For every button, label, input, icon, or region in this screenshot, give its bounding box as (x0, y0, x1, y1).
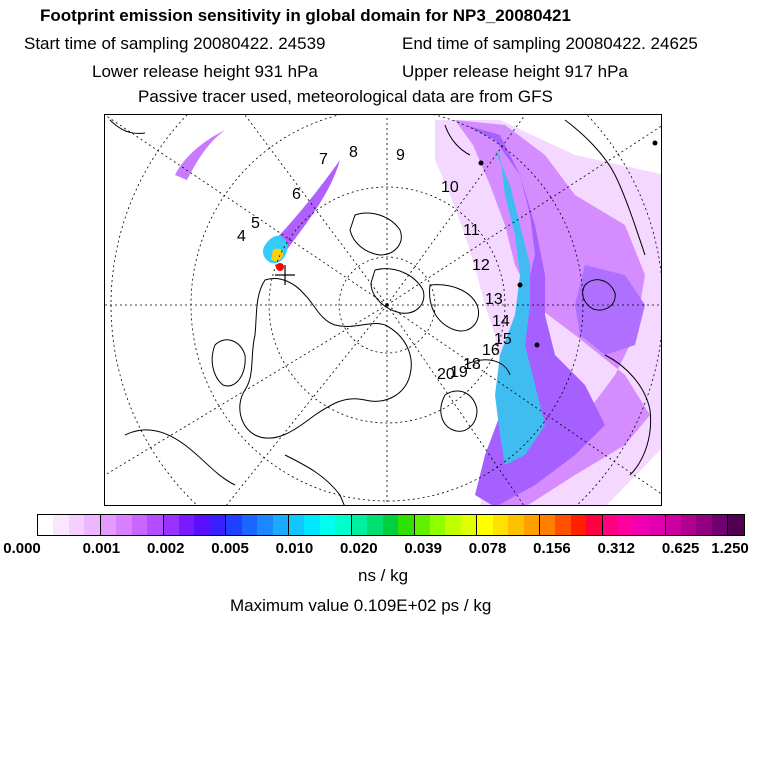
colorbar-tick-label: 0.625 (661, 540, 700, 557)
day-marker-9: 9 (396, 147, 405, 164)
colorbar-swatch (132, 515, 147, 535)
day-marker-6: 6 (292, 186, 301, 203)
colorbar-swatch (38, 515, 53, 535)
colorbar-swatch (696, 515, 711, 535)
colorbar-swatch (273, 515, 288, 535)
colorbar-swatch (147, 515, 162, 535)
day-marker-13: 13 (485, 291, 503, 308)
colorbar (37, 514, 745, 536)
colorbar-swatch (618, 515, 633, 535)
colorbar-swatch (649, 515, 664, 535)
colorbar-tick-label: 0.039 (404, 540, 442, 557)
colorbar-swatch (712, 515, 727, 535)
colorbar-tick-label: 0.002 (146, 540, 185, 557)
colorbar-swatch (84, 515, 99, 535)
colorbar-tick-label: 0.078 (468, 540, 507, 557)
map-panel (104, 114, 662, 506)
colorbar-tick-label: 0.005 (211, 540, 249, 557)
colorbar-swatch (727, 515, 743, 535)
day-marker-8: 8 (349, 144, 358, 161)
colorbar-swatch (414, 515, 430, 535)
colorbar-swatch (242, 515, 257, 535)
end-time-label: End time of sampling 20080422. 24625 (402, 34, 698, 53)
colorbar-swatch (257, 515, 272, 535)
colorbar-swatch (445, 515, 460, 535)
colorbar-tick-label: 0.001 (82, 540, 121, 557)
colorbar-swatch (602, 515, 618, 535)
colorbar-swatch (225, 515, 241, 535)
lower-release-label: Lower release height 931 hPa (92, 62, 318, 81)
colorbar-swatch (116, 515, 131, 535)
colorbar-swatch (508, 515, 523, 535)
day-marker-4: 4 (237, 228, 246, 245)
colorbar-swatch (351, 515, 367, 535)
chart-title: Footprint emission sensitivity in global domain for NP3_20080421 (40, 6, 571, 25)
colorbar-swatch (304, 515, 319, 535)
day-marker-18: 18 (463, 356, 481, 373)
day-marker-16: 16 (482, 342, 500, 359)
colorbar-swatch (555, 515, 570, 535)
colorbar-swatch (383, 515, 398, 535)
colorbar-swatch (163, 515, 179, 535)
colorbar-tick-label: 1.250 (711, 540, 749, 557)
colorbar-swatch (634, 515, 649, 535)
unit-label: ns / kg (358, 566, 409, 585)
colorbar-swatch (493, 515, 508, 535)
day-marker-5: 5 (251, 215, 260, 232)
colorbar-swatch (571, 515, 586, 535)
colorbar-swatch (320, 515, 335, 535)
colorbar-tick-label: 0.156 (533, 540, 571, 557)
colorbar-swatch (335, 515, 350, 535)
colorbar-swatch (100, 515, 116, 535)
colorbar-swatch (586, 515, 601, 535)
colorbar-swatch (398, 515, 413, 535)
colorbar-swatch (69, 515, 84, 535)
colorbar-tick-label: 0.010 (275, 540, 314, 557)
colorbar-swatch (194, 515, 209, 535)
colorbar-tick-label: 0.000 (3, 540, 41, 557)
colorbar-swatch (210, 515, 225, 535)
colorbar-swatch (179, 515, 194, 535)
day-marker-19: 19 (450, 364, 468, 381)
day-marker-14: 14 (492, 313, 510, 330)
colorbar-swatch (288, 515, 304, 535)
colorbar-tick-label: 0.020 (340, 540, 378, 557)
day-marker-11: 11 (463, 222, 480, 239)
max-value-label: Maximum value 0.109E+02 ps / kg (230, 596, 492, 615)
colorbar-swatch (430, 515, 445, 535)
colorbar-swatch (53, 515, 68, 535)
day-marker-12: 12 (472, 257, 490, 274)
colorbar-tick-label: 0.312 (597, 540, 636, 557)
day-marker-10: 10 (441, 179, 459, 196)
start-time-label: Start time of sampling 20080422. 24539 (24, 34, 326, 53)
day-marker-20: 20 (437, 366, 455, 383)
day-marker-15: 15 (494, 331, 512, 348)
upper-release-label: Upper release height 917 hPa (402, 62, 628, 81)
colorbar-swatch (461, 515, 476, 535)
polar-map (105, 115, 662, 506)
colorbar-swatch (539, 515, 555, 535)
colorbar-swatch (476, 515, 492, 535)
tracer-note: Passive tracer used, meteorological data are from GFS (138, 87, 553, 106)
day-marker-7: 7 (319, 151, 328, 168)
colorbar-swatch (665, 515, 681, 535)
colorbar-swatch (524, 515, 539, 535)
colorbar-swatch (681, 515, 696, 535)
colorbar-swatch (367, 515, 382, 535)
footprint-plume (175, 120, 662, 506)
